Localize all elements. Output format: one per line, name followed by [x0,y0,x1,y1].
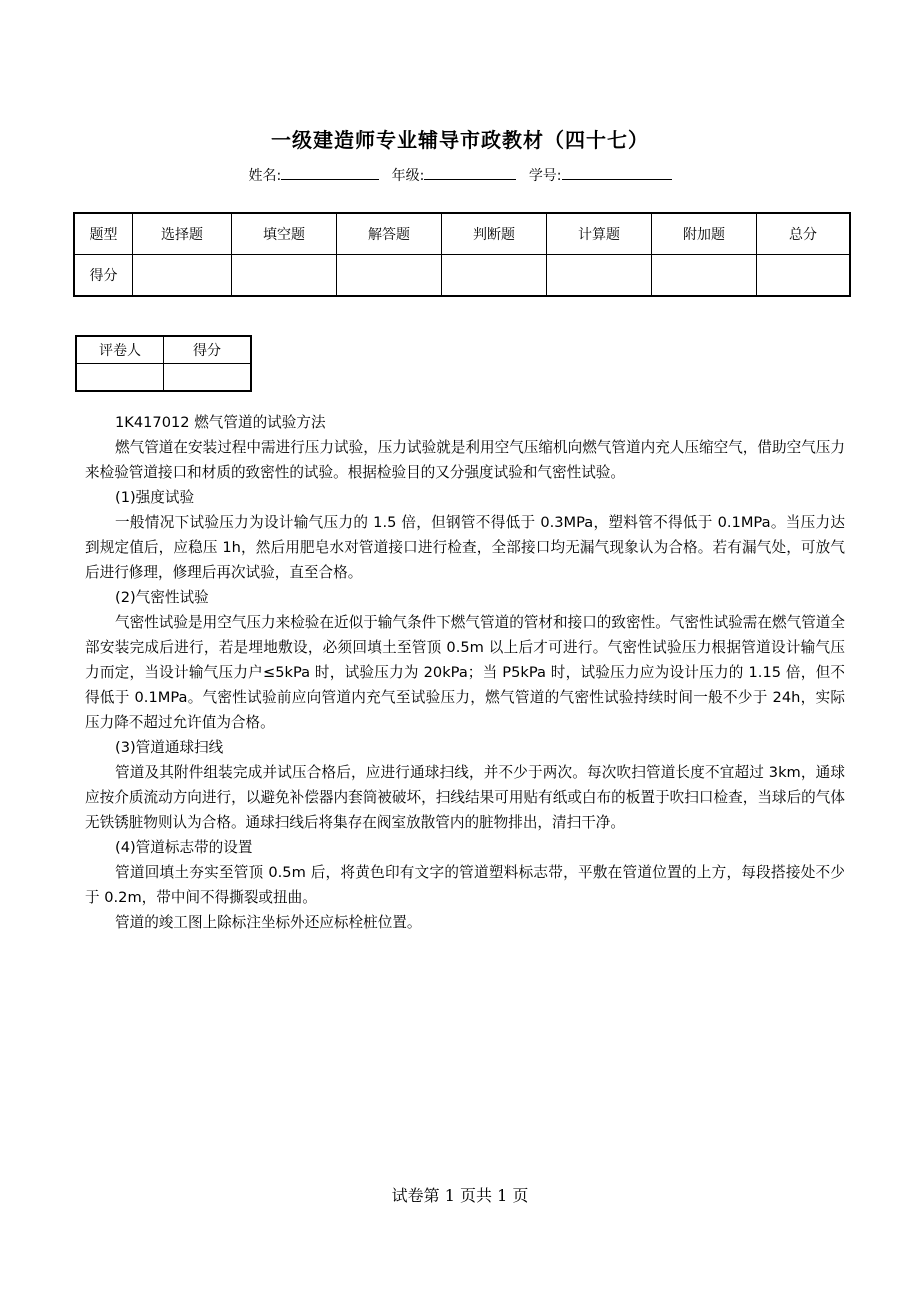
score-cell[interactable] [757,255,851,297]
student-info [0,165,920,185]
intro-paragraph: 燃气管道在安装过程中需进行压力试验，压力试验就是利用空气压缩机向燃气管道内充人压缩空气，借助空气压力来检验管道接口和材质的致密性的试验。根据检验目的又分强度试验和气密性试验。 [85,439,845,481]
as-built-paragraph: 管道的竣工图上除标注坐标外还应标栓桩位置。 [115,914,422,931]
airtightness-test-paragraph: 气密性试验是用空气压力来检验在近似于输气条件下燃气管道的管材和接口的致密性。气密性试验需在燃气管道全部安装完成后进行，若是埋地敷设，必须回填土至管顶 0.5m 以上后才可进行。气密性试验压力根据管道设计输气压力而定，当设计输气压力户≤5kPa 时，试验压力为 20kPa；当 P5kPa 时，试验压力应为设计压力的 1.15 倍，但不得低于 0.1MPa。气密性试验前应向管道内充气至试验压力，燃气管道的气密性试验持续时间一般不少于 24h，实际压力降不超过允许值为合格。 [85,614,845,731]
page-footer: 试卷第 1 页共 1 页 [391,1186,529,1205]
score-cell[interactable] [133,255,232,297]
id-label: 学号: [528,168,562,184]
subheading-pigging: (3)管道通球扫线 [115,739,224,756]
score-cell[interactable] [232,255,337,297]
grader-header-cell: 得分 [164,336,252,364]
subheading-strength-test: (1)强度试验 [115,489,195,506]
marker-tape-paragraph: 管道回填土夯实至管顶 0.5m 后，将黄色印有文字的管道塑料标志带，平敷在管道位置的上方，每段搭接处不少于 0.2m，带中间不得撕裂或扭曲。 [85,864,845,906]
page-title: 一级建造师专业辅导市政教材（四十七） [271,128,649,152]
score-header-cell: 解答题 [337,213,442,255]
score-row-label: 得分 [74,255,133,297]
pigging-paragraph: 管道及其附件组装完成并试压合格后，应进行通球扫线，并不少于两次。每次吹扫管道长度不宜超过 3km，通球应按介质流动方向进行，以避免补偿器内套筒被破坏，扫线结果可用贴有纸或白布的板置于吹扫口检查，当球后的气体无铁锈脏物则认为合格。通球扫线后将集存在阀室放散管内的脏物排出，清扫干净。 [85,764,845,831]
subheading-airtightness-test: (2)气密性试验 [115,589,209,606]
strength-test-paragraph: 一般情况下试验压力为设计输气压力的 1.5 倍，但钢管不得低于 0.3MPa，塑料管不得低于 0.1MPa。当压力达到规定值后，应稳压 1h，然后用肥皂水对管道接口进行检查，全部接口均无漏气现象认为合格。若有漏气处，可放气后进行修理，修理后再次试验，直至合格。 [85,514,845,581]
score-table-score-row [74,255,850,297]
score-table [73,212,851,297]
content-body [85,410,845,935]
grade-field[interactable] [424,165,516,180]
score-table-header-row [74,213,850,255]
score-cell[interactable] [652,255,757,297]
name-label: 姓名: [248,168,282,184]
grader-name-cell[interactable] [76,364,164,392]
score-cell[interactable] [337,255,442,297]
score-header-cell: 判断题 [442,213,547,255]
section-title: 1K417012 燃气管道的试验方法 [115,414,326,431]
score-header-cell: 题型 [74,213,133,255]
id-field[interactable] [562,165,672,180]
score-header-cell: 计算题 [547,213,652,255]
score-header-cell: 附加题 [652,213,757,255]
score-header-cell: 选择题 [133,213,232,255]
grade-label: 年级: [391,168,425,184]
grader-score-cell[interactable] [164,364,252,392]
grader-table [75,335,252,392]
grader-input-row [76,364,251,392]
name-field[interactable] [281,165,379,180]
score-header-cell: 总分 [757,213,851,255]
score-header-cell: 填空题 [232,213,337,255]
subheading-marker-tape: (4)管道标志带的设置 [115,839,253,856]
score-cell[interactable] [442,255,547,297]
grader-header-cell: 评卷人 [76,336,164,364]
score-cell[interactable] [547,255,652,297]
grader-header-row [76,336,251,364]
